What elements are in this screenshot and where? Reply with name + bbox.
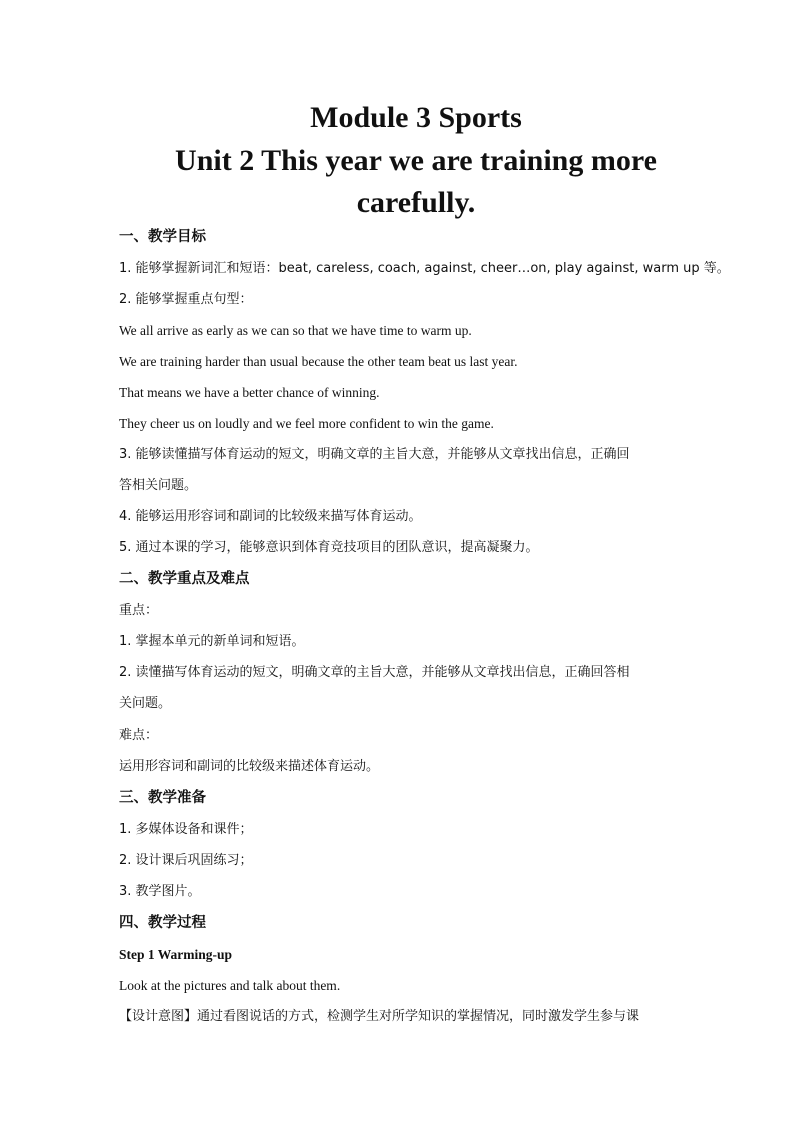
section-heading-key-points: 二、教学重点及难点 xyxy=(119,571,250,587)
preparation-item-1: 1. 多媒体设备和课件； xyxy=(119,822,253,837)
objective-item-2: 2. 能够掌握重点句型： xyxy=(119,292,253,307)
document-title-line-2: Unit 2 This year we are training more xyxy=(175,144,657,177)
step-1-heading: Step 1 Warming-up xyxy=(119,947,233,962)
section-heading-objectives: 一、教学目标 xyxy=(119,229,206,245)
difficult-point-1: 运用形容词和副词的比较级来描述体育运动。 xyxy=(119,759,380,774)
key-point-2-line-2: 关问题。 xyxy=(119,696,172,711)
key-points-label: 重点： xyxy=(119,603,159,618)
difficult-points-label: 难点： xyxy=(119,728,159,743)
key-sentence-3: That means we have a better chance of winning. xyxy=(119,385,380,400)
preparation-item-2: 2. 设计课后巩固练习； xyxy=(119,853,253,868)
document-title-line-3: carefully. xyxy=(356,186,476,219)
key-sentence-1: We all arrive as early as we can so that we have time to warm up. xyxy=(119,323,472,338)
objective-item-3-line-1: 3. 能够读懂描写体育运动的短文，明确文章的主旨大意，并能够从文章找出信息，正确回 xyxy=(119,447,630,462)
objective-item-5: 5. 通过本课的学习，能够意识到体育竞技项目的团队意识，提高凝聚力。 xyxy=(119,540,539,555)
step-1-text: Look at the pictures and talk about them. xyxy=(119,978,341,993)
section-heading-preparation: 三、教学准备 xyxy=(119,790,206,806)
preparation-item-3: 3. 教学图片。 xyxy=(119,884,201,899)
section-heading-process: 四、教学过程 xyxy=(119,915,206,931)
objective-item-3-line-2: 答相关问题。 xyxy=(119,478,198,493)
key-point-1: 1. 掌握本单元的新单词和短语。 xyxy=(119,634,305,649)
key-point-2-line-1: 2. 读懂描写体育运动的短文，明确文章的主旨大意，并能够从文章找出信息，正确回答相 xyxy=(119,665,630,680)
key-sentence-2: We are training harder than usual because the other team beat us last year. xyxy=(119,354,518,369)
design-intent: 【设计意图】通过看图说话的方式，检测学生对所学知识的掌握情况，同时激发学生参与课 xyxy=(119,1009,640,1024)
key-sentence-4: They cheer us on loudly and we feel more confident to win the game. xyxy=(119,416,494,431)
document-title-line-1: Module 3 Sports xyxy=(310,101,522,134)
objective-item-4: 4. 能够运用形容词和副词的比较级来描写体育运动。 xyxy=(119,509,422,524)
objective-item-1: 1. 能够掌握新词汇和短语：beat, careless, coach, against, cheer…on, play against, warm up 等。 xyxy=(119,261,730,276)
